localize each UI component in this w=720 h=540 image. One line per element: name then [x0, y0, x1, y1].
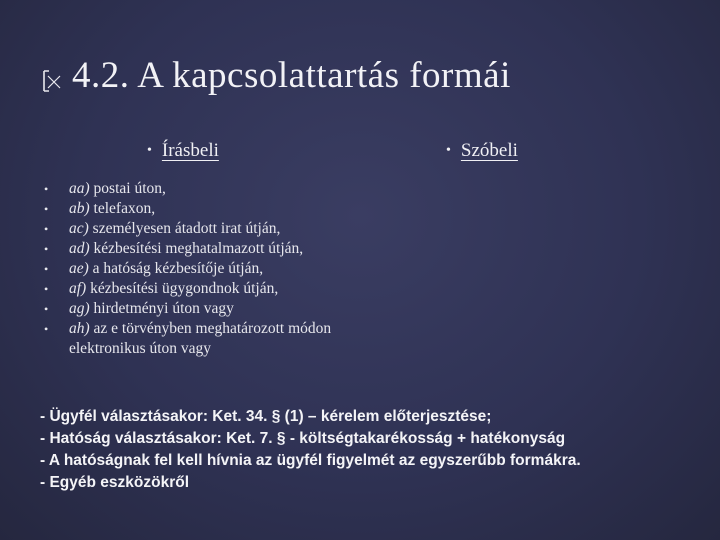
item-text: postai úton, — [89, 180, 166, 197]
note-line: - A hatóságnak fel kell hívnia az ügyfél figyelmét az egyszerűbb formákra. — [40, 452, 581, 469]
item-code: aa) — [69, 180, 90, 197]
list-bullet: • — [44, 322, 49, 336]
list-item — [44, 179, 384, 199]
item-text: telefaxon, — [89, 200, 156, 217]
heading-written — [147, 140, 219, 162]
list-item — [44, 259, 384, 279]
list-item — [44, 319, 384, 359]
list-item — [44, 239, 384, 259]
item-code: ag) — [69, 300, 90, 317]
heading-bullet: • — [147, 143, 152, 158]
note-line: - Hatóság választásakor: Ket. 7. § - költségtakarékosság + hatékonyság — [40, 430, 566, 447]
item-text: a hatóság kézbesítője útján, — [88, 260, 264, 277]
delivery-methods-list — [44, 179, 384, 359]
item-code: ae) — [69, 260, 89, 277]
title-area — [40, 54, 511, 97]
list-item — [44, 199, 384, 219]
note-line: - Egyéb eszközökről — [40, 474, 190, 491]
list-bullet: • — [44, 222, 49, 236]
list-bullet: • — [44, 182, 49, 196]
item-code: ad) — [69, 240, 90, 257]
slide-title: 4.2. A kapcsolattartás formái — [72, 55, 511, 96]
list-bullet: • — [44, 202, 49, 216]
item-code: af) — [69, 280, 87, 297]
note-line: - Ügyfél választásakor: Ket. 34. § (1) – kérelem előterjesztése; — [40, 408, 492, 425]
heading-oral — [446, 140, 518, 162]
item-code: ac) — [69, 220, 89, 237]
heading-written-label: Írásbeli — [161, 140, 219, 161]
list-bullet: • — [44, 302, 49, 316]
item-code: ab) — [69, 200, 90, 217]
item-text: kézbesítési ügygondnok útján, — [86, 280, 279, 297]
notes-block — [40, 406, 700, 494]
list-bullet: • — [44, 242, 49, 256]
item-text: személyesen átadott irat útján, — [88, 220, 281, 237]
heading-oral-label: Szóbeli — [460, 140, 518, 161]
list-bullet: • — [44, 262, 49, 276]
list-item — [44, 219, 384, 239]
heading-bullet: • — [446, 143, 451, 158]
list-item — [44, 299, 384, 319]
item-text: kézbesítési meghatalmazott útján, — [89, 240, 304, 257]
item-text: hirdetményi úton vagy — [89, 300, 234, 317]
item-code: ah) — [69, 320, 90, 337]
bracket-scroll-icon — [40, 68, 66, 94]
item-text: az e törvényben meghatározott módon elektronikus úton vagy — [69, 320, 332, 357]
list-bullet: • — [44, 282, 49, 296]
list-item — [44, 279, 384, 299]
